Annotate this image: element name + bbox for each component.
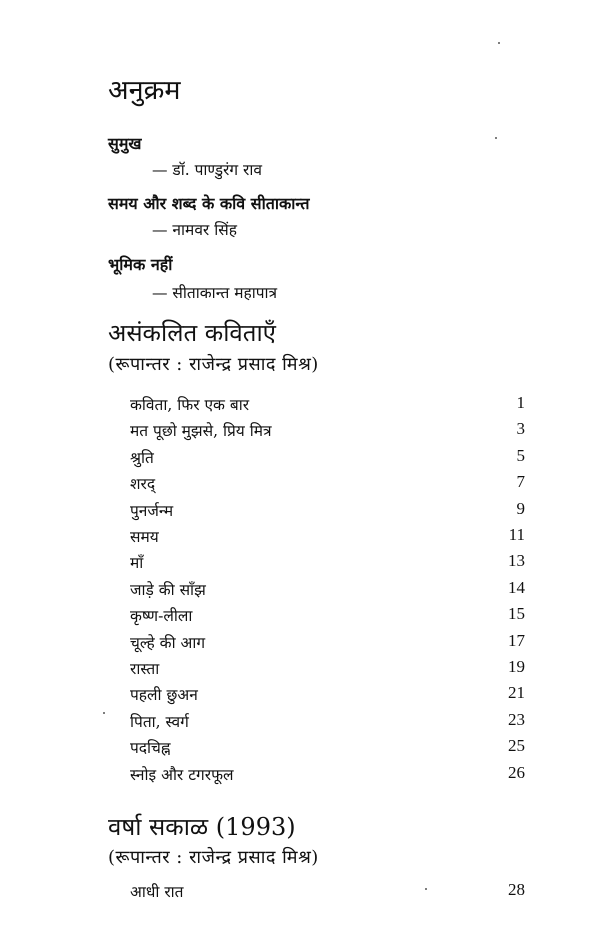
- scan-speck: [498, 42, 500, 44]
- toc-entry-page: 11: [508, 525, 525, 544]
- toc-entry: [130, 393, 525, 417]
- toc-entry: [130, 472, 525, 496]
- toc-entry-title: मत पूछो मुझसे, प्रिय मित्र: [130, 422, 272, 441]
- toc-entry-page: 9: [516, 498, 525, 518]
- toc-entry: [130, 604, 525, 628]
- toc-entry-title: जाड़े की साँझ: [130, 580, 206, 599]
- section-title-2: वर्षा सकाळ (1993): [108, 813, 296, 841]
- toc-entry-page: 15: [508, 604, 525, 624]
- toc-entry-page: 17: [508, 630, 525, 650]
- toc-entry-title: पदचिह्न: [130, 739, 171, 758]
- toc-entry: [130, 419, 525, 443]
- toc-entry-title: पहली छुअन: [130, 686, 198, 705]
- toc-entry: [130, 657, 525, 681]
- toc-entry-title: रास्ता: [130, 660, 160, 678]
- toc-entry-page: 3: [516, 419, 525, 439]
- toc-entry-page: 23: [508, 709, 525, 729]
- toc-entry-page: 5: [516, 445, 525, 465]
- toc-entry: [130, 710, 525, 734]
- toc-entry: [130, 446, 525, 470]
- toc-entry-page: 1: [516, 393, 525, 412]
- toc-entry-page: 14: [508, 577, 525, 597]
- toc-entry-title: कविता, फिर एक बार: [130, 396, 250, 414]
- toc-entry: [130, 525, 525, 549]
- scan-speck: [495, 137, 497, 139]
- section-title-1: असंकलित कविताएँ: [108, 319, 276, 347]
- toc-entry-page: 25: [508, 736, 525, 756]
- toc-entry-page: 7: [516, 472, 525, 492]
- toc-entry: [130, 763, 525, 787]
- toc-entry-title: चूल्हे की आग: [130, 633, 206, 652]
- toc-entry: [130, 683, 525, 707]
- toc-entry: [130, 631, 525, 655]
- toc-entry-title: पुनर्जन्म: [130, 501, 174, 520]
- toc-entry: [130, 880, 525, 904]
- toc-entry-title: शरद्: [130, 475, 156, 494]
- toc-entry-title: समय: [130, 528, 159, 546]
- scan-speck: [425, 888, 427, 890]
- toc-entry-title: पिता, स्वर्ग: [130, 712, 189, 731]
- front-author-3: — सीताकान्त महापात्र: [152, 284, 278, 302]
- toc-entry-title: कृष्ण-लीला: [130, 607, 193, 626]
- toc-entry: [130, 736, 525, 760]
- toc-entry-page: 19: [508, 657, 525, 676]
- front-heading-1: सुमुख: [108, 134, 142, 153]
- front-heading-3: भूमिक नहीं: [108, 255, 173, 274]
- section-subtitle-2: (रूपान्तर : राजेन्द्र प्रसाद मिश्र): [108, 847, 319, 868]
- toc-entry-title: श्रुति: [130, 448, 154, 467]
- toc-entry-page: 13: [508, 551, 525, 571]
- front-author-1: — डॉ. पाण्डुरंग राव: [152, 161, 263, 179]
- toc-entry-page: 28: [508, 880, 525, 899]
- section-subtitle-1: (रूपान्तर : राजेन्द्र प्रसाद मिश्र): [108, 354, 319, 375]
- toc-entry-title: माँ: [130, 554, 144, 573]
- front-heading-2: समय और शब्द के कवि सीताकान्त: [108, 194, 310, 213]
- toc-entry: [130, 499, 525, 523]
- front-author-2: — नामवर सिंह: [152, 221, 237, 239]
- toc-entry-page: 26: [508, 762, 525, 782]
- toc-entry-title: आधी रात: [130, 883, 184, 901]
- toc-entry-page: 21: [508, 683, 525, 703]
- scan-speck: [103, 712, 105, 714]
- page-title: अनुक्रम: [108, 75, 181, 106]
- toc-entry: [130, 551, 525, 575]
- toc-entry: [130, 578, 525, 602]
- toc-entry-title: स्नोइ और टगरफूल: [130, 765, 234, 784]
